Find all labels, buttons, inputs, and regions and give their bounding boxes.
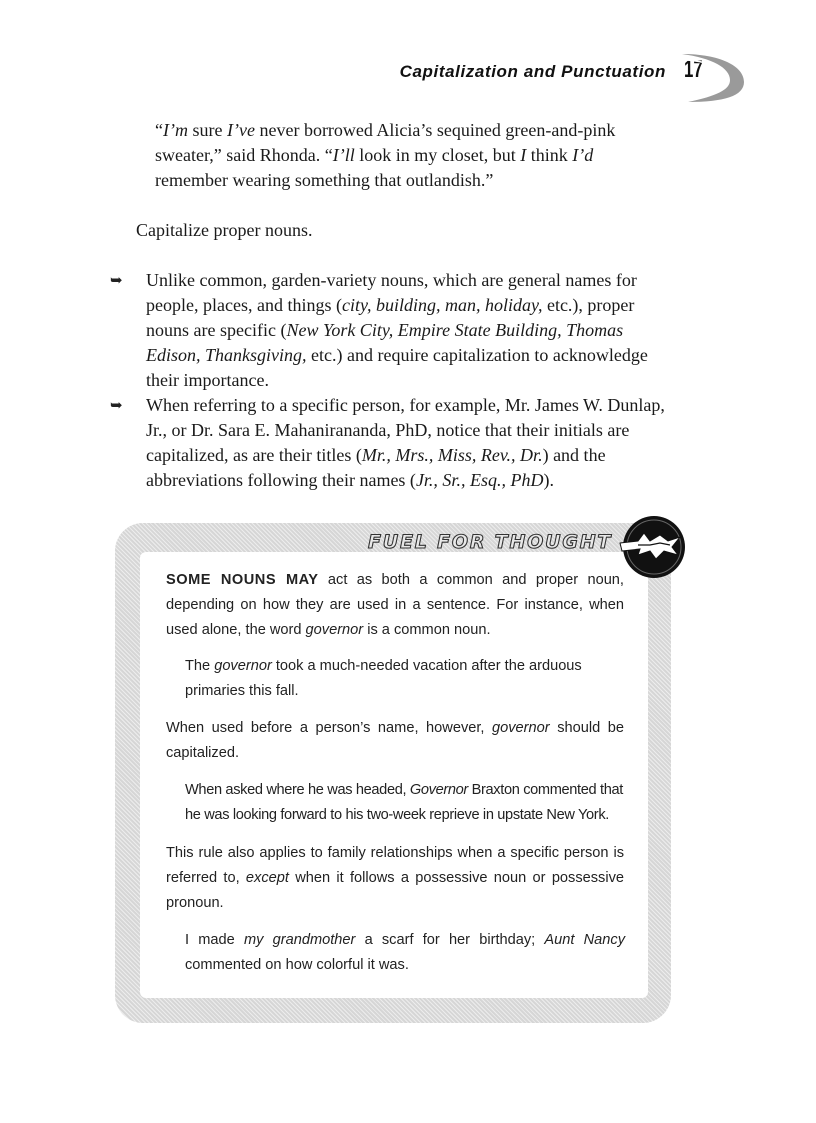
sidebar-paragraph: When used before a person’s name, however, governor should be capitalized. <box>166 720 624 761</box>
arrow-bullet-icon: ➥ <box>110 271 123 289</box>
arrow-bullet-icon: ➥ <box>110 396 123 414</box>
bullet-list <box>110 268 670 493</box>
swoosh-decoration <box>680 44 750 106</box>
sidebar-example: The governor took a much-needed vacation after the arduous primaries this fall. <box>185 658 582 699</box>
sidebar-paragraph: This rule also applies to family relationships when a specific person is referred to, except when it follows a possessive noun or possessive pronoun. <box>166 845 625 911</box>
sidebar-paragraph: SOME NOUNS MAY act as both a common and proper noun, depending on how they are used in a sentence. For instance, when used alone, the word governor is a common noun. <box>166 572 624 638</box>
page-number: 17 <box>684 56 703 83</box>
lightning-bolt-icon <box>616 511 688 583</box>
running-head-title: Capitalization and Punctuation <box>399 62 666 81</box>
sidebar-title: FUEL FOR THOUGHT <box>368 531 613 553</box>
rule-heading: Capitalize proper nouns. <box>136 220 313 240</box>
sidebar-example: I made my grandmother a scarf for her birthday; Aunt Nancy commented on how colorful it was. <box>185 932 625 973</box>
list-item: ➥ Unlike common, garden-variety nouns, which are general names for people, places, and things (city, building, man, holiday, etc.), proper nouns are specific (New York City, Empire State Building, Thomas Edison, Thanksgiving, etc.) and require capitalization to acknowledge their importance. <box>110 270 648 390</box>
list-item: ➥ When referring to a specific person, for example, Mr. James W. Dunlap, Jr., or Dr. Sara E. Mahanirananda, PhD, notice that their initials are capitalized, as are their titles (Mr., Mrs., Miss, Rev., Dr.) and the abbreviations following their names (Jr., Sr., Esq., PhD). <box>110 395 665 490</box>
example-quote: “I’m sure I’ve never borrowed Alicia’s sequined green-and-pink sweater,” said Rhonda. “I’ll look in my closet, but I think I’d remember wearing something that outlandish.” <box>155 120 616 190</box>
sidebar-example: When asked where he was headed, Governor Braxton commented that he was looking forward to his two-week reprieve in upstate New York. <box>185 782 623 823</box>
